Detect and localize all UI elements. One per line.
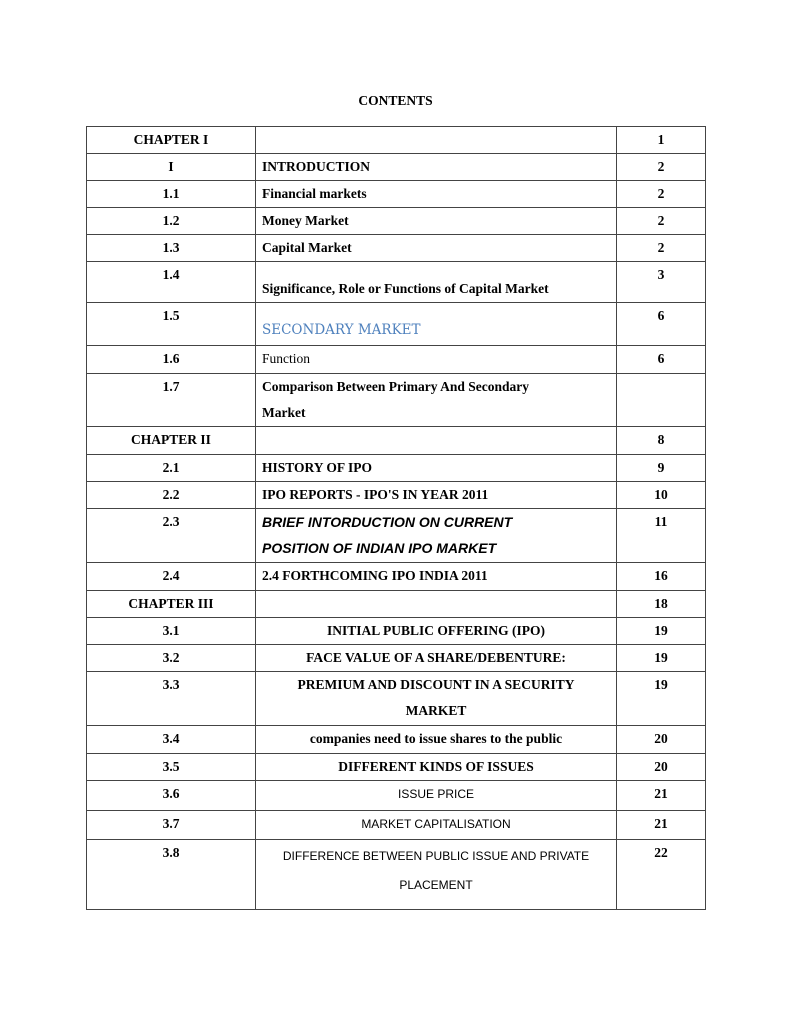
entry-title: [256, 427, 617, 455]
chapter-number: CHAPTER III: [87, 591, 256, 618]
table-row: [87, 262, 706, 303]
entry-title: Significance, Role or Functions of Capital Market: [256, 262, 617, 303]
page-number: 6: [617, 346, 706, 374]
table-row: [87, 618, 706, 645]
entry-title: IPO REPORTS - IPO'S IN YEAR 2011: [256, 482, 617, 509]
table-row: [87, 303, 706, 346]
table-row: [87, 346, 706, 374]
page-number: 21: [617, 781, 706, 811]
chapter-number: 3.2: [87, 645, 256, 672]
table-row: [87, 672, 706, 726]
table-row: [87, 811, 706, 840]
page-number: 11: [617, 509, 706, 563]
contents-table: [86, 126, 706, 910]
entry-title-line: DIFFERENCE BETWEEN PUBLIC ISSUE AND PRIVATE: [282, 849, 590, 863]
entry-title-line: MARKET: [405, 703, 467, 718]
chapter-number: 2.1: [87, 455, 256, 482]
table-row: [87, 235, 706, 262]
table-row: [87, 181, 706, 208]
entry-title-line: PREMIUM AND DISCOUNT IN A SECURITY: [297, 677, 575, 692]
entry-title-line: PLACEMENT: [399, 878, 473, 892]
table-row: [87, 781, 706, 811]
table-row: [87, 726, 706, 754]
chapter-number: CHAPTER I: [87, 127, 256, 154]
page-number: 21: [617, 811, 706, 840]
chapter-number: CHAPTER II: [87, 427, 256, 455]
entry-title: [256, 374, 617, 427]
entry-title-line: Comparison Between Primary And Secondary: [262, 379, 529, 394]
entry-title: HISTORY OF IPO: [256, 455, 617, 482]
entry-title: [256, 672, 617, 726]
entry-title: 2.4 FORTHCOMING IPO INDIA 2011: [256, 563, 617, 591]
entry-title-line: Market: [262, 405, 306, 420]
page-number: 2: [617, 235, 706, 262]
chapter-number: 3.3: [87, 672, 256, 726]
page-number: 8: [617, 427, 706, 455]
entry-title: INTRODUCTION: [256, 154, 617, 181]
entry-title: companies need to issue shares to the public: [256, 726, 617, 754]
chapter-number: 3.6: [87, 781, 256, 811]
chapter-number: 1.5: [87, 303, 256, 346]
page-number: 20: [617, 726, 706, 754]
entry-title: Function: [256, 346, 617, 374]
chapter-number: I: [87, 154, 256, 181]
entry-title: Money Market: [256, 208, 617, 235]
page-number: 3: [617, 262, 706, 303]
table-row: [87, 127, 706, 154]
page-number: 6: [617, 303, 706, 346]
table-row: [87, 427, 706, 455]
entry-title: FACE VALUE OF A SHARE/DEBENTURE:: [256, 645, 617, 672]
page-number: 2: [617, 154, 706, 181]
entry-title: INITIAL PUBLIC OFFERING (IPO): [256, 618, 617, 645]
page-number: 2: [617, 208, 706, 235]
table-row: [87, 840, 706, 910]
entry-title-line: BRIEF INTORDUCTION ON CURRENT: [262, 514, 513, 530]
entry-title: Financial markets: [256, 181, 617, 208]
entry-title: [256, 591, 617, 618]
table-row: [87, 591, 706, 618]
table-row: [87, 154, 706, 181]
chapter-number: 3.8: [87, 840, 256, 910]
chapter-number: 1.4: [87, 262, 256, 303]
table-row: [87, 754, 706, 781]
table-row: [87, 645, 706, 672]
page-number: 2: [617, 181, 706, 208]
table-row: [87, 482, 706, 509]
table-row: [87, 509, 706, 563]
page-number: 16: [617, 563, 706, 591]
table-row: [87, 374, 706, 427]
entry-title: ISSUE PRICE: [256, 781, 617, 811]
chapter-number: 3.7: [87, 811, 256, 840]
entry-title: MARKET CAPITALISATION: [256, 811, 617, 840]
page-number: 22: [617, 840, 706, 910]
chapter-number: 1.3: [87, 235, 256, 262]
table-row: [87, 563, 706, 591]
chapter-number: 3.1: [87, 618, 256, 645]
page-number: 19: [617, 672, 706, 726]
chapter-number: 1.7: [87, 374, 256, 427]
page-number: 19: [617, 645, 706, 672]
table-row: [87, 208, 706, 235]
chapter-number: 1.2: [87, 208, 256, 235]
entry-title: SECONDARY MARKET: [256, 303, 617, 346]
entry-title-line: POSITION OF INDIAN IPO MARKET: [262, 540, 497, 556]
chapter-number: 1.6: [87, 346, 256, 374]
page-number: 19: [617, 618, 706, 645]
page-number: 18: [617, 591, 706, 618]
entry-title: [256, 509, 617, 563]
page-number: 20: [617, 754, 706, 781]
chapter-number: 3.4: [87, 726, 256, 754]
entry-title: DIFFERENT KINDS OF ISSUES: [256, 754, 617, 781]
table-row: [87, 455, 706, 482]
entry-title: [256, 127, 617, 154]
page-number: [617, 374, 706, 427]
chapter-number: 3.5: [87, 754, 256, 781]
page-number: 1: [617, 127, 706, 154]
chapter-number: 2.2: [87, 482, 256, 509]
chapter-number: 1.1: [87, 181, 256, 208]
page-title: CONTENTS: [358, 93, 433, 108]
entry-title: Capital Market: [256, 235, 617, 262]
entry-title: [256, 840, 617, 910]
chapter-number: 2.4: [87, 563, 256, 591]
page-number: 9: [617, 455, 706, 482]
page-number: 10: [617, 482, 706, 509]
chapter-number: 2.3: [87, 509, 256, 563]
